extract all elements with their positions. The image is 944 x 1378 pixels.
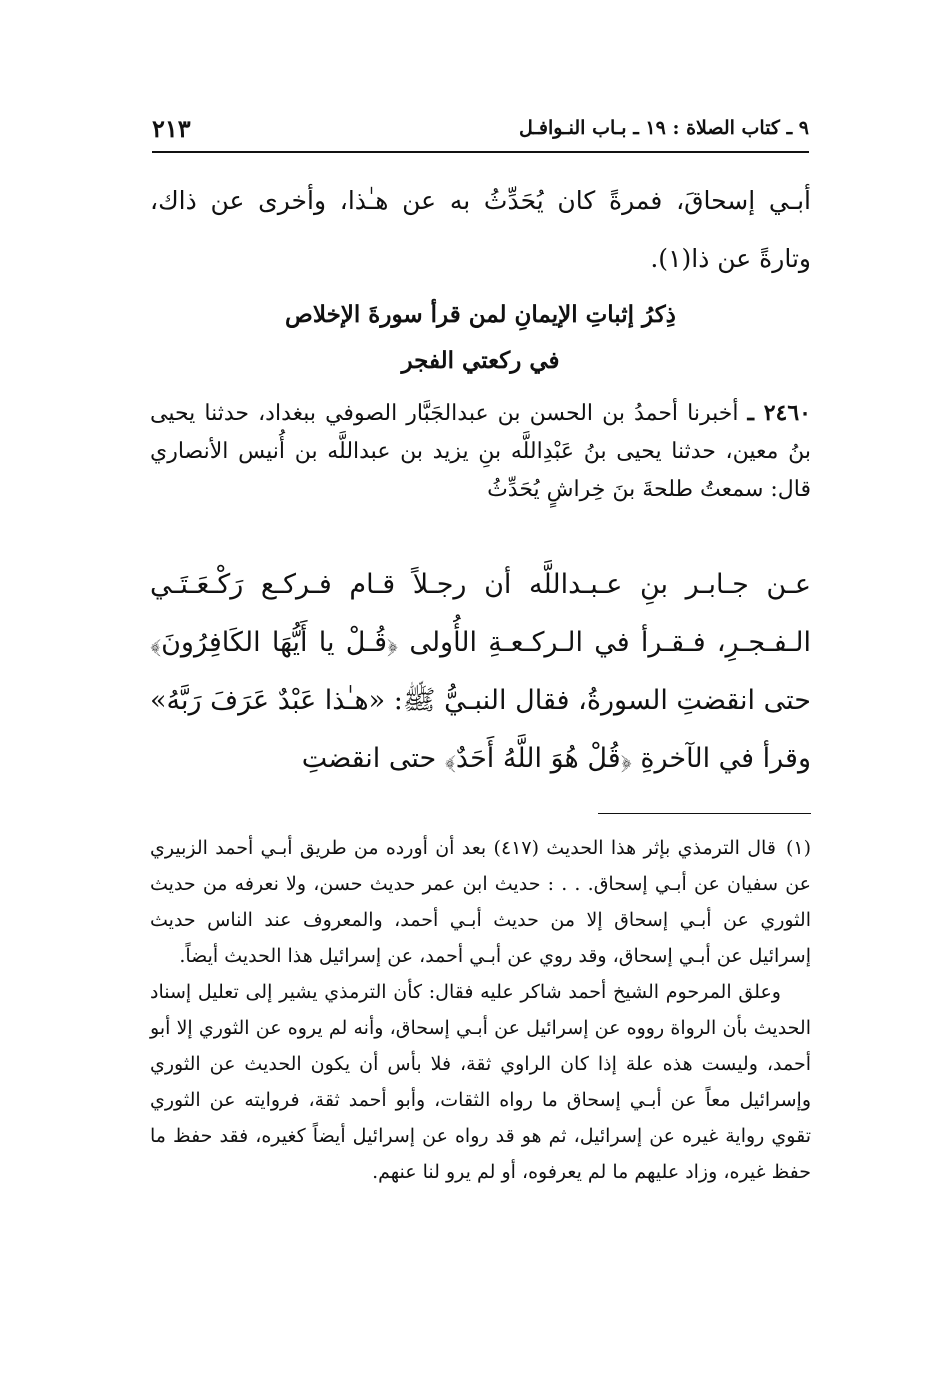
footnote-paragraph [150, 830, 811, 974]
running-header [152, 108, 809, 148]
footnote-divider [598, 813, 811, 814]
section-heading: ذِكرُ إثباتِ الإيمانِ لمن قرأ سورةَ الإخلاص [285, 301, 676, 328]
header-divider [152, 151, 809, 153]
page-number: ٢١٣ [152, 113, 191, 143]
isnad-text: أخبرنا أحمدُ بن الحسن بن عبدالجَبَّار الصوفي ببغداد، حدثنا يحيى بنُ معين، حدثنا يحيى بنُ عَبْدِاللَّه بنِ يزيد بن عبداللَّه بن أُنيس الأنصاري قال: سمعتُ طلحةَ بنَ خِراشٍ يُحَدِّثُ [150, 401, 811, 502]
hadith-matn: عـن جـابـر بنِ عـبـداللَّه أن رجـلاً قـام فـركـع رَكْـعَـتَـي الـفـجـرِ، فـقـرأ في الـركـعـةِ الأُولى ﴿قُـلْ يا أَيُّهَا الكَافِرُونَ﴾ حتى انقضتِ السورةُ، فقال النبـيُّ ﷺ: «هـٰذا عَبْدٌ عَرَفَ رَبَّهُ» وقرأ في الآخرةِ ﴿قُلْ هُوَ اللَّهُ أَحَدٌ﴾ حتى انقضتِ [150, 569, 811, 774]
section-heading-line2: في ركعتي الفجر [401, 347, 560, 374]
continuation-paragraph: أبـي إسحاقَ، فمرةً كان يُحَدِّثُ به عن هـٰذا، وأخرى عن ذاك، وتارةً عن ذا(١). [150, 186, 811, 273]
hadith-number: ٢٤٦٠ ـ [747, 400, 811, 426]
footnote-paragraph-2: وعلق المرحوم الشيخ أحمد شاكر عليه فقال: كأن الترمذي يشير إلى تعليل إسناد الحديث بأن الرواة رووه عن إسرائيل عن أبـي إسحاق، وأنه لم يروه عن الثوري إلا أبو أحمد، وليست هذه علة إذا كان الراوي ثقة، فلا بأس أن يكون الحديث عن الثوري وإسرائيل معاً عن أبـي إسحاق ما رواه الثقات، وأبو أحمد ثقة، فروايته عن الثوري تقوي رواية غيره عن إسرائيل، ثم هو قد رواه عن إسرائيل أيضاً كغيره، فقد حفظ ما حفظ غيره، وزاد عليهم ما لم يعرفوه، أو لم يرو لنا عنهم. [150, 981, 811, 1183]
footnote-marker: (١) [785, 837, 811, 859]
footnotes [150, 830, 811, 1190]
hadith-isnad [150, 394, 811, 509]
chapter-title: ٩ ـ كتاب الصلاة : ١٩ ـ بـاب النـوافـل [518, 117, 809, 139]
footnote-text: قال الترمذي بإثر هذا الحديث (٤١٧) بعد أن أورده من طريق أبـي أحمد الزبيري عن سفيان عن أبـي إسحاق. . . : حديث ابن عمر حديث حسن، ولا نعرفه من حديث الثوري عن أبـي إسحاق إلا من حديث أبـي أحمد، والمعروف عند الناس حديث إسرائيل عن أبـي إسحاق، وقد روي عن أبـي أحمد، عن إسرائيل هذا الحديث أيضاً. [150, 837, 811, 967]
